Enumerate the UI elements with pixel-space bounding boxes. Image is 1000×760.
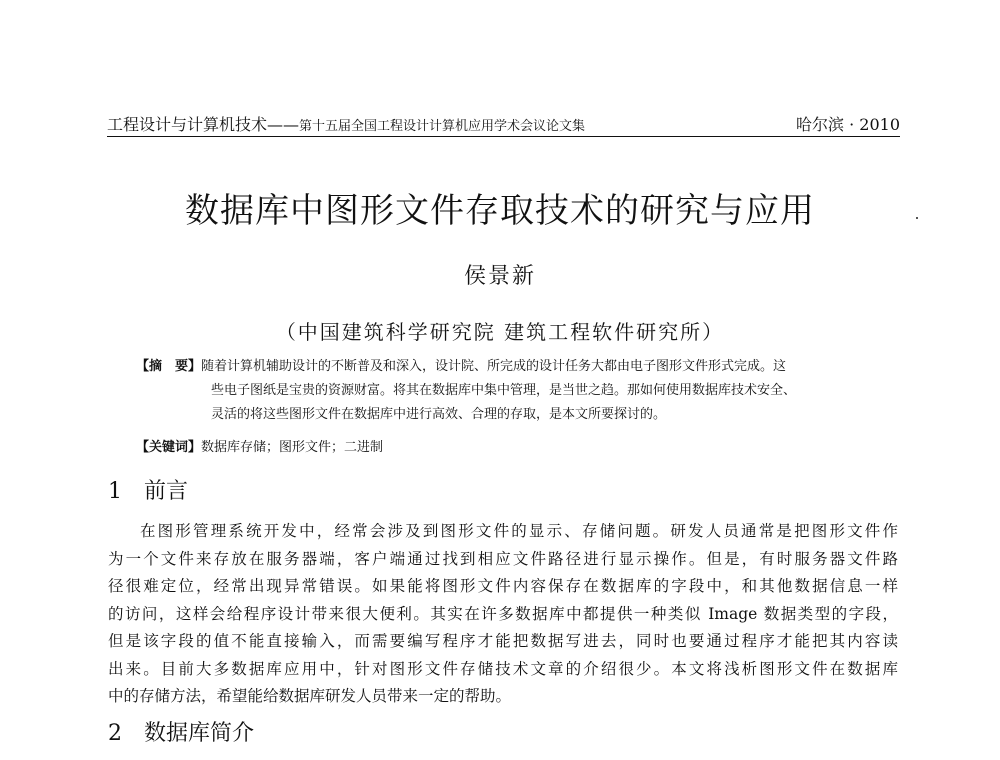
author-affiliation: （中国建筑科学研究院 建筑工程软件研究所）: [275, 320, 725, 344]
abstract-line-3: 灵活的将这些图形文件在数据库中进行高效、合理的存取，是本文所要探讨的。: [211, 407, 667, 422]
section-title: 数据库简介: [144, 721, 255, 746]
paragraph-line: 中的存储方法，希望能给数据库研发人员带来一定的帮助。: [108, 687, 512, 705]
section-number: 2: [108, 721, 122, 746]
section-heading-2: [108, 716, 254, 747]
abstract-line-1: [136, 355, 896, 379]
abstract-label: 【摘 要】: [136, 359, 202, 374]
paragraph-line: 但是该字段的值不能直接输入，而需要编写程序才能把数据写进去，同时也要通过程序才能把其内容读: [108, 632, 898, 650]
conference-series: 第十五届全国工程设计计算机应用学术会议论文集: [299, 119, 586, 134]
intro-paragraph: [108, 518, 898, 711]
header-dash: ——: [267, 115, 300, 134]
location-year: 哈尔滨 · 2010: [796, 115, 900, 134]
abstract-line-2: 些电子图纸是宝贵的资源财富。将其在数据库中集中管理，是当世之趋。那如何使用数据库技术安全、: [211, 383, 797, 398]
paper-title: 数据库中图形文件存取技术的研究与应用: [185, 191, 815, 231]
section-number: 1: [108, 479, 122, 504]
paragraph-line: 的访问，这样会给程序设计带来很大便利。其实在许多数据库中都提供一种类似 Image 数据类型的字段，: [108, 604, 898, 623]
abstract-text: 随着计算机辅助设计的不断普及和深入，设计院、所完成的设计任务大都由电子图形文件形式完成。这: [201, 359, 787, 374]
paragraph-line: 出来。目前大多数据库应用中，针对图形文件存储技术文章的介绍很少。本文将浅析图形文件在数据库: [108, 659, 898, 678]
section-heading-1: [108, 474, 188, 505]
running-header: [107, 110, 900, 137]
author-name: 侯景新: [463, 264, 536, 289]
section-title: 前言: [144, 479, 189, 504]
paragraph-line: 径很难定位，经常出现异常错误。如果能将图形文件内容保存在数据库的字段中，和其他数据信息一样: [108, 577, 898, 595]
abstract-block: [136, 355, 896, 427]
keywords-text: 数据库存储；图形文件；二进制: [201, 440, 384, 455]
journal-name: 工程设计与计算机技术: [107, 115, 268, 134]
keywords-block: [136, 436, 383, 455]
paragraph-line: 为一个文件来存放在服务器端，客户端通过找到相应文件路径进行显示操作。但是，有时服务器文件路: [108, 549, 898, 568]
scan-speck: [916, 217, 918, 219]
running-header-left: [107, 112, 585, 135]
keywords-label: 【关键词】: [136, 440, 202, 455]
paragraph-line: 在图形管理系统开发中，经常会涉及到图形文件的显示、存储问题。研发人员通常是把图形文件作: [140, 522, 898, 540]
